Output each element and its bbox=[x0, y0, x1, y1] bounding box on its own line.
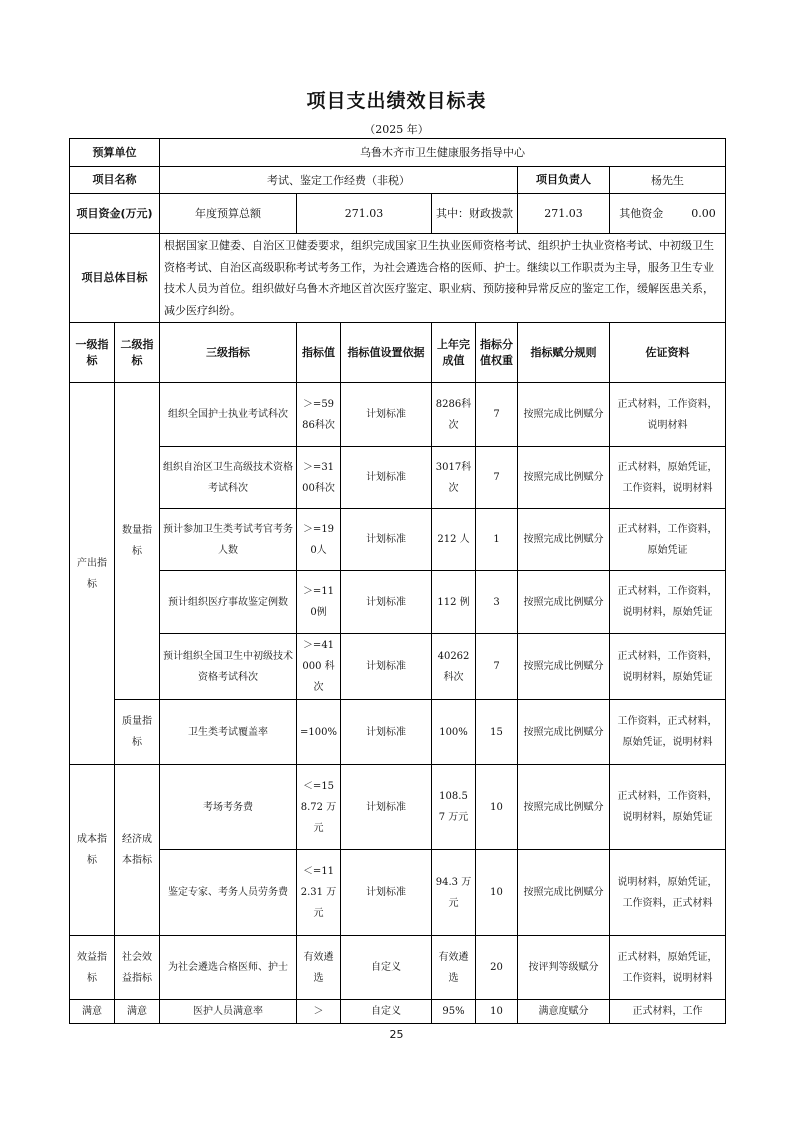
indicator-value: ＞=190人 bbox=[297, 509, 341, 571]
goal-text: 根据国家卫健委、自治区卫健委要求，组织完成国家卫生执业医师资格考试、组织护士执业资格考试、中初级卫生资格考试、自治区高级职称考试考务工作，为社会遴选合格的医师、护士。继续以工作职责为主导，服务卫生专业技术人员为首位。组织做好乌鲁木齐地区首次医疗鉴定、职业病、预防接种异常反应的鉴定工作，缓解医患关系，减少医疗纠纷。 bbox=[160, 234, 726, 323]
performance-table bbox=[69, 138, 726, 1024]
indicator-name: 卫生类考试覆盖率 bbox=[160, 700, 297, 765]
indicator-last-year: 212 人 bbox=[432, 509, 476, 571]
indicator-weight: 15 bbox=[476, 700, 518, 765]
indicator-value: ＜=112.31 万元 bbox=[297, 850, 341, 936]
indicator-value: ＞=3100科次 bbox=[297, 447, 341, 509]
indicator-basis: 计划标准 bbox=[341, 850, 432, 936]
other-funds-value bbox=[610, 194, 726, 234]
indicator-rule: 按照完成比例赋分 bbox=[518, 765, 610, 850]
indicator-rule: 按照完成比例赋分 bbox=[518, 383, 610, 447]
indicator-evidence: 正式材料，工作资料，原始凭证 bbox=[610, 509, 726, 571]
indicator-basis: 计划标准 bbox=[341, 765, 432, 850]
indicator-weight: 10 bbox=[476, 765, 518, 850]
indicator-evidence: 正式材料，工作资料，说明材料，原始凭证 bbox=[610, 571, 726, 634]
other-funds-label: 其他资金 bbox=[619, 207, 664, 220]
other-funds-amount: 0.00 bbox=[691, 207, 716, 220]
group-quality: 质量指标 bbox=[115, 700, 160, 765]
indicator-rule: 满意度赋分 bbox=[518, 1000, 610, 1024]
budget-unit-value: 乌鲁木齐市卫生健康服务指导中心 bbox=[160, 139, 726, 167]
indicator-weight: 10 bbox=[476, 1000, 518, 1024]
table-row bbox=[70, 383, 726, 447]
indicator-value: ＞=41000 科次 bbox=[297, 634, 341, 700]
col-basis: 指标值设置依据 bbox=[341, 323, 432, 383]
col-level1: 一级指标 bbox=[70, 323, 115, 383]
col-level3: 三级指标 bbox=[160, 323, 297, 383]
indicator-name: 考场考务费 bbox=[160, 765, 297, 850]
table-row bbox=[70, 936, 726, 1000]
indicator-value: ＞=110例 bbox=[297, 571, 341, 634]
indicator-last-year: 8286科次 bbox=[432, 383, 476, 447]
indicator-rule: 按照完成比例赋分 bbox=[518, 571, 610, 634]
indicator-rule: 按照完成比例赋分 bbox=[518, 850, 610, 936]
funds-label: 项目资金(万元) bbox=[70, 194, 160, 234]
indicator-weight: 7 bbox=[476, 634, 518, 700]
col-level2: 二级指标 bbox=[115, 323, 160, 383]
group-satisfaction-sub: 满意 bbox=[115, 1000, 160, 1024]
group-satisfaction: 满意 bbox=[70, 1000, 115, 1024]
indicator-rule: 按评判等级赋分 bbox=[518, 936, 610, 1000]
indicator-name: 预计参加卫生类考试考官考务人数 bbox=[160, 509, 297, 571]
fiscal-label: 其中：财政拨款 bbox=[432, 194, 518, 234]
year-label: （2025 年） bbox=[364, 123, 429, 136]
manager-value: 杨先生 bbox=[610, 167, 726, 194]
indicator-rule: 按照完成比例赋分 bbox=[518, 447, 610, 509]
col-rule: 指标赋分规则 bbox=[518, 323, 610, 383]
page-number: 25 bbox=[389, 1028, 404, 1041]
group-quantity: 数量指标 bbox=[115, 383, 160, 700]
indicator-last-year: 40262科次 bbox=[432, 634, 476, 700]
group-benefit: 效益指标 bbox=[70, 936, 115, 1000]
indicator-weight: 10 bbox=[476, 850, 518, 936]
indicator-weight: 20 bbox=[476, 936, 518, 1000]
indicator-name: 医护人员满意率 bbox=[160, 1000, 297, 1024]
indicator-rule: 按照完成比例赋分 bbox=[518, 700, 610, 765]
indicator-evidence: 正式材料，原始凭证，工作资料，说明材料 bbox=[610, 447, 726, 509]
budget-unit-label: 预算单位 bbox=[70, 139, 160, 167]
indicator-value: ＞ bbox=[297, 1000, 341, 1024]
indicator-last-year: 108.5 7 万元 bbox=[432, 765, 476, 850]
page-title: 项目支出绩效目标表 bbox=[306, 90, 487, 112]
indicator-basis: 计划标准 bbox=[341, 447, 432, 509]
project-name-value: 考试、鉴定工作经费（非税） bbox=[160, 167, 518, 194]
indicator-name: 组织自治区卫生高级技术资格考试科次 bbox=[160, 447, 297, 509]
table-row bbox=[70, 1000, 726, 1024]
indicator-value: ＞=5986科次 bbox=[297, 383, 341, 447]
indicator-basis: 计划标准 bbox=[341, 509, 432, 571]
indicator-evidence: 正式材料，工作资料，说明材料 bbox=[610, 383, 726, 447]
fiscal-value: 271.03 bbox=[518, 194, 610, 234]
indicator-basis: 计划标准 bbox=[341, 634, 432, 700]
annual-total-label: 年度预算总额 bbox=[160, 194, 297, 234]
group-output: 产出指标 bbox=[70, 383, 115, 765]
indicator-name: 组织全国护士执业考试科次 bbox=[160, 383, 297, 447]
indicator-weight: 7 bbox=[476, 383, 518, 447]
indicator-rule: 按照完成比例赋分 bbox=[518, 509, 610, 571]
indicator-value: =100% bbox=[297, 700, 341, 765]
indicator-name: 预计组织医疗事故鉴定例数 bbox=[160, 571, 297, 634]
table-row bbox=[70, 850, 726, 936]
indicator-last-year: 有效遴选 bbox=[432, 936, 476, 1000]
manager-label: 项目负责人 bbox=[518, 167, 610, 194]
table-row bbox=[70, 509, 726, 571]
indicator-last-year: 100% bbox=[432, 700, 476, 765]
goal-label: 项目总体目标 bbox=[70, 234, 160, 323]
indicator-evidence: 说明材料，原始凭证，工作资料，正式材料 bbox=[610, 850, 726, 936]
indicator-evidence: 正式材料，工作资料，说明材料，原始凭证 bbox=[610, 765, 726, 850]
indicator-last-year: 112 例 bbox=[432, 571, 476, 634]
table-row bbox=[70, 571, 726, 634]
indicator-evidence: 工作资料，正式材料，原始凭证，说明材料 bbox=[610, 700, 726, 765]
indicator-basis: 计划标准 bbox=[341, 571, 432, 634]
indicator-evidence: 正式材料，工作 bbox=[610, 1000, 726, 1024]
indicator-basis: 自定义 bbox=[341, 936, 432, 1000]
indicator-basis: 计划标准 bbox=[341, 383, 432, 447]
indicator-weight: 3 bbox=[476, 571, 518, 634]
col-last-year: 上年完成值 bbox=[432, 323, 476, 383]
indicator-last-year: 95% bbox=[432, 1000, 476, 1024]
table-row bbox=[70, 700, 726, 765]
group-social: 社会效益指标 bbox=[115, 936, 160, 1000]
annual-total-value: 271.03 bbox=[297, 194, 432, 234]
indicator-last-year: 94.3 万元 bbox=[432, 850, 476, 936]
project-name-label: 项目名称 bbox=[70, 167, 160, 194]
indicator-name: 预计组织全国卫生中初级技术资格考试科次 bbox=[160, 634, 297, 700]
indicator-name: 为社会遴选合格医师、护士 bbox=[160, 936, 297, 1000]
col-evidence: 佐证资料 bbox=[610, 323, 726, 383]
table-row bbox=[70, 765, 726, 850]
indicator-weight: 1 bbox=[476, 509, 518, 571]
indicator-value: 有效遴选 bbox=[297, 936, 341, 1000]
col-value: 指标值 bbox=[297, 323, 341, 383]
indicator-basis: 计划标准 bbox=[341, 700, 432, 765]
indicator-evidence: 正式材料，工作资料，说明材料，原始凭证 bbox=[610, 634, 726, 700]
indicator-rule: 按照完成比例赋分 bbox=[518, 634, 610, 700]
indicator-name: 鉴定专家、考务人员劳务费 bbox=[160, 850, 297, 936]
table-row bbox=[70, 447, 726, 509]
indicator-last-year: 3017科次 bbox=[432, 447, 476, 509]
group-cost: 成本指标 bbox=[70, 765, 115, 936]
table-row bbox=[70, 634, 726, 700]
group-economic: 经济成本指标 bbox=[115, 765, 160, 936]
indicator-evidence: 正式材料，原始凭证，工作资料，说明材料 bbox=[610, 936, 726, 1000]
col-weight: 指标分值权重 bbox=[476, 323, 518, 383]
indicator-weight: 7 bbox=[476, 447, 518, 509]
indicator-basis: 自定义 bbox=[341, 1000, 432, 1024]
indicator-value: ＜=158.72 万元 bbox=[297, 765, 341, 850]
